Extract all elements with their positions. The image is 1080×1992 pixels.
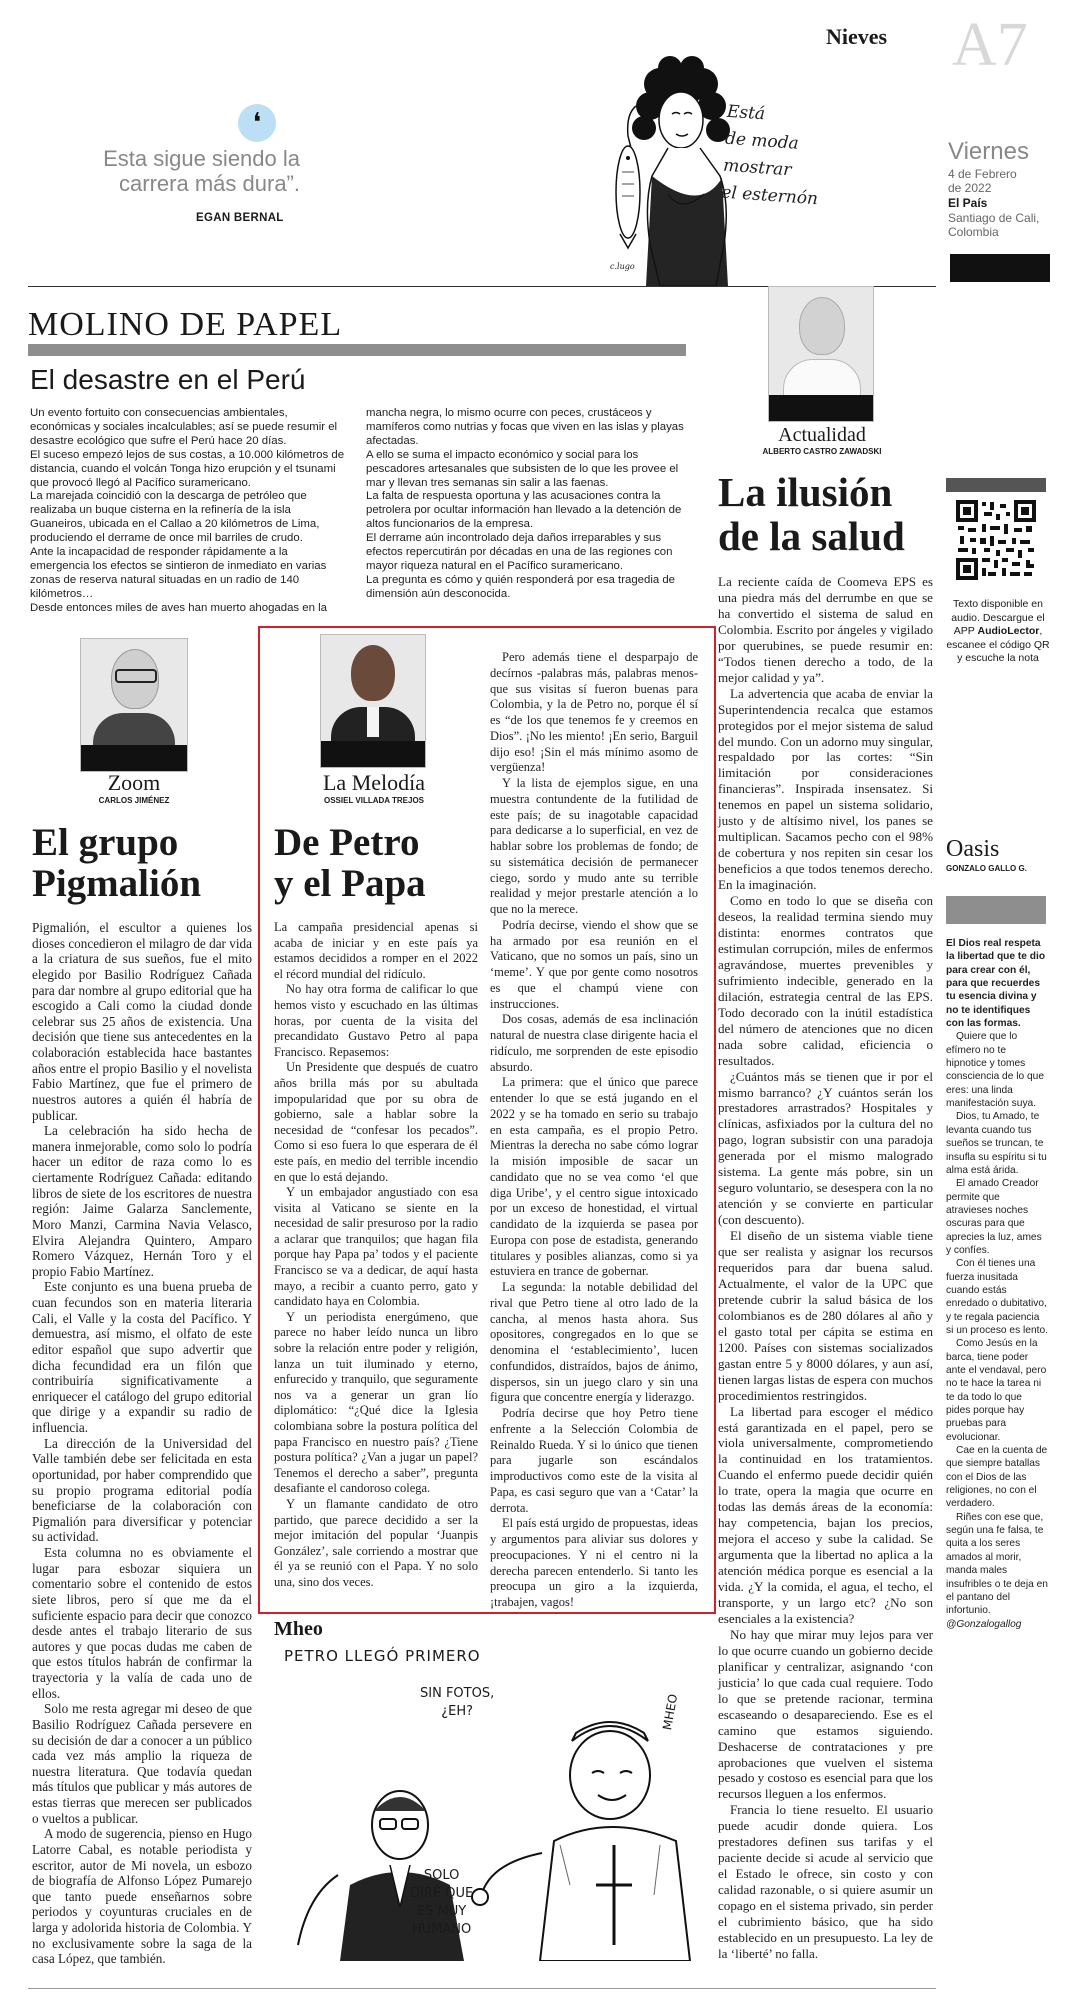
oasis-author: GONZALO GALLO G. <box>946 864 1027 873</box>
photo-caption-bar <box>321 741 425 767</box>
audio-note-pre: Texto disponible en audio. Descargue el APP <box>951 598 1045 637</box>
header-black-box <box>950 254 1050 282</box>
zoom-body <box>32 920 252 1967</box>
melodia-author: OSSIEL VILLADA TREJOS <box>323 796 424 805</box>
melodia-headline: De Petro y el Papa <box>274 821 426 905</box>
oasis-handle[interactable]: @Gonzalogallog <box>946 1618 1022 1630</box>
city: Santiago de Cali, Colombia <box>948 211 1040 239</box>
paragraph: Dios, tu Amado, te levanta cuando tus sueños se truncan, te insufla su espíritu si tu alma está árida. <box>946 1111 1047 1176</box>
weekday: Viernes <box>948 138 1029 165</box>
actualidad-author: ALBERTO CASTRO ZAWADSKI <box>762 447 882 456</box>
top-cartoon <box>540 54 840 286</box>
paragraph: El amado Creador permite que atravieses noches oscuras para que aprecies la luz, ames y confíes. <box>946 1178 1042 1256</box>
mheo-signature: MHEO <box>660 1692 681 1732</box>
paragraph: No hay otra forma de calificar lo que hemos visto y escuchado en las últimas horas, por cuenta de la visita del precandidato Gustavo Petro al papa Francisco. Repasemos: <box>274 982 478 1059</box>
paragraph: Esta columna no es obviamente el lugar para esbozar siquiera un comentario sobre el contenido de estos siete libros, pero sí que me da el suficiente espacio para decir que conozco desde antes el trabajo literario de sus autores y que pocas dudas me caben de que estos títulos habrán de confirmar la trayectoria y la valía de cada uno de ellos. <box>32 1545 252 1701</box>
oasis-column-name: Oasis <box>946 836 1000 862</box>
zoom-column-name: Zoom <box>107 770 161 795</box>
paragraph: Con él tienes una fuerza inusitada cuando estás enredado o dubitativo, y te regala paciencia si un proceso es lento. <box>946 1258 1048 1336</box>
paragraph: La reciente caída de Coomeva EPS es una piedra más del derrumbe en que se ha convertido el sistema de salud en Colombia. Escrito por ángeles y vigilado por querubines, se puede resumir en: “Todos tienen derecho a todo, de la mejor calidad y ya”. <box>718 574 933 685</box>
paragraph: Cae en la cuenta de que siempre batallas con el Dios de las religiones, no con el verdadero. <box>946 1445 1048 1510</box>
quote-text: Esta sigue siendo la carrera más dura”. <box>103 146 300 196</box>
oasis-body <box>946 937 1048 1631</box>
paragraph: Un Presidente que después de cuatro años brilla más por su abultada impopularidad que por su obra de gobierno, sale a hablar sobre la necesidad de “confesar los pecados”. Como si eso fuera lo que esperara de él este país, en medio del terrible incendio en que lo está dejando. <box>274 1060 478 1184</box>
paragraph: La segunda: la notable debilidad del rival que Petro tiene al otro lado de la cancha, al menos hasta ahora. Sus opositores, congregados en lo que se denomina el ‘establecimiento’, lucen confundidos, distraídos, bajos de ánimo, dispersos, sin un juego claro y sin una figura que concentre energía y liderazgo. <box>490 1280 698 1405</box>
actualidad-body <box>718 574 933 1962</box>
sidebar-gray-bar <box>946 478 1046 492</box>
oasis-gray-bar <box>946 896 1046 924</box>
paragraph: Y un embajador angustiado con esa visita al Vaticano se siente en la necesidad de salir presuroso por la radio a aclarar que tranquilos; que hagan fila porque hay Papa pa’ todos y el paciente Francisco se va a dedicar, de aquí hasta mayo, a recibir a cuanto perro, gato y candidato haya en Colombia. <box>274 1185 478 1309</box>
paragraph: Y un flamante candidato de otro partido, que parece decidido a ser la mejor imitación del popular ‘Juanpis González’, sale corriendo a mostrar que él ya se reunió con el Papa. Y no solo una, sino dos veces. <box>274 1496 478 1589</box>
photo-caption-bar <box>769 395 873 421</box>
paragraph: Francia lo tiene resuelto. El usuario puede acudir donde quiera. Los prestadores definen sus tarifas y el paciente decide si acude al servicio que el Estado le ofrece, sin costo y con calidad razonable, o si quiere asumir un copago en el sistema privado, sin perder el cubrimiento básico, que ha sido establecido en un presupuesto. La ley de la ‘liberté’ no falla. <box>718 1802 933 1961</box>
paragraph: Como Jesús en la barca, tiene poder ante el vendaval, pero no te hace la tarea ni te da todo lo que pides porque hay pruebas para evolucionar. <box>946 1338 1047 1443</box>
qr-code[interactable] <box>956 500 1036 580</box>
zoom-headline: El grupo Pigmalión <box>32 821 202 905</box>
page-number: A7 <box>952 11 1028 79</box>
paragraph: La advertencia que acaba de enviar la Superintendencia recalca que estamos protegidos por el mejor sistema de salud del mundo. Con un adorno muy singular, respaldado por las cortes: “Sin limitación por consideraciones financieras”. Inspirada insensatez. Si tenemos en papel un sistema solidario, justo y de altísimo nivel, los panes se multiplican. Sacamos pecho con el 98% de cobertura y nos repiten sin cesar los beneficios a que todos tenemos derecho. En la imaginación. <box>718 685 933 893</box>
paragraph: La falta de respuesta oportuna y las acusaciones contra la petrolera por ocultar información han llevado a la detención de altos funcionarios de la empresa. <box>366 490 682 531</box>
paragraph: Podría decirse que hoy Petro tiene enfrente a la Selección Colombia de Reinaldo Rueda. Y si lo único que tienen para jugarle son escándalos improductivos como este de la visita al Papa, es casi seguro que van a ‘Catar’ la derrota. <box>490 1406 698 1515</box>
actualidad-headline: La ilusión de la salud <box>718 469 905 559</box>
paragraph: La pregunta es cómo y quién responderá por esa tragedia de dimensión aún desconocida. <box>366 573 676 600</box>
audio-note <box>946 598 1050 666</box>
face-illustration <box>351 645 395 701</box>
paragraph: Este conjunto es una buena prueba de cuan fecundos son en materia literaria Cali, el Valle y la costa del Pacífico. Y demuestra, así mismo, el olfato de este editor español que supo advertir que dicha fecundidad era un filón que contribuiría significativamente a enriquecer el catálogo del grupo editorial que dirige y a expandir su radio de influencia. <box>32 1279 252 1435</box>
audio-note-post: , escanee el código QR y escuche la nota <box>946 625 1050 664</box>
paragraph: A ello se suma el impacto económico y social para los pescadores artesanales que subsisten de lo que les provee el mar y llevan tres semanas sin salir a las faenas. <box>366 448 679 489</box>
molino-col1 <box>30 407 345 616</box>
paragraph: Ante la incapacidad de responder rápidamente a la emergencia los efectos se sintieron de inmediato en varias zonas de reserva natural situadas en un radio de 140 kilómetros… <box>30 546 327 600</box>
quote-author: EGAN BERNAL <box>196 212 284 224</box>
audio-app-name: AudioLector <box>977 625 1040 637</box>
paragraph: A modo de sugerencia, pienso en Hugo Latorre Cabal, es notable periodista y escritor, autor de Mi novela, un esbozo de biografía de Alfonso López Pumarejo que tanto puede enseñarnos sobre periodos y coyunturas cruciales en de larga y adolorida historia de Colombia. Y no exclusivamente sobre la saga de la casa López, que también. <box>32 1826 252 1967</box>
molino-col2 <box>366 407 686 602</box>
paragraph: Solo me resta agregar mi deseo de que Basilio Rodríguez Cañada persevere en su decisión de dar a conocer a un público cada vez más amplio la riqueza de nuestra literatura. Que todavía quedan más títulos que publicar y más autores de estas tierras que merecen ser publicados o vueltos a publicar. <box>32 1701 252 1826</box>
paragraph: Pero además tiene el desparpajo de decírnos -palabras más, palabras menos- que sus visitas sí fueron buenas para Colombia, y la de Petro no, porque él sí es “de los que tenemos fe y creemos en Dios”. ¡No les miento! ¡En serio, Barguil dijo eso! ¡Sin el más mínimo asomo de vergüenza! <box>490 650 698 775</box>
paragraph: Y un periodista energúmeno, que parece no haber leído nunca un libro sobre la relación entre poder y religión, lanza un tuit iluminado y eterno, enfurecido y tranquilo, que seguramente nos va a generar un gran lío diplomático: “¿Qué dice la Iglesia colombiana sobre la postura política del papa Francisco en nuestro país? ¿Tiene postura política? ¿Van a jugar un papel? Tenemos el derecho a saber”, pregunta desafiante el candoroso colega. <box>274 1309 478 1496</box>
date: 4 de Febrero de 2022 <box>948 167 1017 195</box>
melodia-column-name: La Melodía <box>322 770 426 795</box>
paragraph: La libertad para escoger el médico está garantizada en el papel, pero se viola universalmente, comprometiendo la continuidad en los tratamientos. Cuando el enfermo puede decidir quién lo trate, opera la magia que ocurre en todas las demás áreas de la economía: hay competencia, bajan los precios, mejora el acceso y sube la calidad. Se argumenta que la libertad no aplica a la atención médica porque es esencial a la vida. ¿Y la comida, el agua, el techo, el transporte, y un largo etc? ¿No son esenciales a la existencia? <box>718 1403 933 1626</box>
molino-headline: El desastre en el Perú <box>30 364 306 395</box>
actualidad-column-name: Actualidad <box>778 424 866 446</box>
paragraph: Y la lista de ejemplos sigue, en una muestra contundente de la futilidad de este país; de su inagotable capacidad para dedicarse a lo superficial, en vez de hablar sobre los problemas de fondo; de su sistemática decisión de permanecer ciego, sordo y mudo ante su terrible realidad y mejor prestarle atención a lo que no la merece. <box>490 776 698 916</box>
melodia-col2 <box>490 650 698 1611</box>
cartoon-caption: Está de moda mostrar el esternón <box>720 101 819 210</box>
paragraph: ¿Cuántos más se tienen que ir por el mismo barranco? ¿Y cuántos serán los prestadores arrastrados? Hospitales y clínicas, asfixiados por la cultura del no pago, logran subsistir con una paradoja generada por el mismo malogrado sistema. La gente más pobre, sin un seguro voluntario, se desespera con la no atención y se convierte en particular (con descuento). <box>718 1068 933 1228</box>
speech-bubble-petro: SOLO DIRÉ QUE ES MUY HUMANO <box>410 1868 474 1937</box>
mheo-caption: PETRO LLEGÓ PRIMERO <box>284 1647 481 1665</box>
zoom-author: CARLOS JIMÉNEZ <box>98 796 170 805</box>
paragraph: mancha negra, lo mismo ocurre con peces, crustáceos y mamíferos como nutrias y focas que viven en las islas y playas afectadas. <box>366 407 684 447</box>
newspaper-name: El País <box>948 196 988 210</box>
paragraph: Podría decirse, viendo el show que se ha armado por esa reunión en el Vaticano, que no somos un país, sino un ‘meme’. Y que por gente como nosotros es que el champú viene con instrucciones. <box>490 917 698 1011</box>
paragraph: La primera: que el único que parece entender lo que se está jugando en el 2022 y se ha tomado en serio su trabajo en esta campaña, es el propio Petro. Mientras la derecha no sabe cómo lograr la misión imposible de sacar un candidato que no se vea como ‘el que diga Uribe’, y el centro sigue intoxicado por un exceso de honestidad, el virtual candidato de la izquierda se pasea por Europa con pose de estadista, generando titulares y posibles alianzas, como si ya estuviera en trance de gobernar. <box>490 1075 698 1279</box>
molino-section-title: MOLINO DE PAPEL <box>28 306 343 343</box>
paragraph: Riñes con ese que, según una fe falsa, te quita a los seres amados al morir, manda males insufribles o te deja en el pantano del infortunio. <box>946 1511 1048 1617</box>
paragraph: Un evento fortuito con consecuencias ambientales, económicas y sociales incalculables; así se puede resumir el desastre ecológico que sufre el Perú hace 20 días. <box>30 407 338 447</box>
paragraph: El diseño de un sistema viable tiene que ser realista y asignar los recursos requeridos para dar buena salud. Actualmente, el valor de la UPC que pretende cubrir la salud básica de los colombianos es de 280 dólares al año y el gasto total per cápita se estima en 1200. Países con sistemas socializados gastan entre 5 y 8000 dólares, y aun así, tienen largas listas de espera con muchos procedimientos restringidos. <box>718 1228 934 1403</box>
author-photo-jimenez <box>80 638 188 772</box>
oasis-lead: El Dios real respeta la libertad que te dio para crear con él, para que recuerdes tu esencia divina y no te identifiques con las formas. <box>946 938 1046 1030</box>
paragraph: No hay que mirar muy lejos para ver lo que ocurre cuando un gobierno decide planificar y centralizar, asignando ‘con justicia’ lo que cada cual requiere. Todo lo que se pretende racionar, termina escaseando o desapareciendo. Ese es el camino que estamos siguiendo. Deshacerse de contrataciones y pre aprobaciones que vuelven el sistema pesado y costoso es esencial para que los recursos lleguen a los enfermos. <box>718 1626 933 1802</box>
paragraph: El suceso empezó lejos de sus costas, a 10.000 kilómetros de distancia, cuando el volcán Tonga hizo erupción y el tsunami que provocó llegó al Pacífico suramericano. <box>30 448 345 489</box>
paragraph: La celebración ha sido hecha de manera inmejorable, como solo lo podría hacer un editor de raza como lo es ciertamente Rodríguez Cañada: editando libros de siete de los escritores de nuestra región: Jaime Galarza Sanclemente, Moro Manzi, Carmina Navia Velasco, Elvira Alejandra Quintero, Amparo Romero Vázquez, Hernán Toro y el propio Fabio Martínez. <box>32 1123 252 1279</box>
paragraph: Quiere que lo efímero no te hipnotice y tomes consciencia de lo que eres: una linda manifestación suya. <box>946 1031 1044 1110</box>
author-photo-villada <box>320 634 426 768</box>
paragraph: La marejada coincidió con la descarga de petróleo que realizaba un buque cisterna en la refinería de la isla Guaneiros, ubicada en el Callao a 20 kilómetros de Lima, produciendo el derrame de once mil barriles de crudo. <box>30 490 320 545</box>
paragraph: La dirección de la Universidad del Valle también debe ser felicitada en esta oportunidad, por haber comprendido que su propio programa editorial podía beneficiarse de la colaboración con Pigmalión para diversificar y potenciar su actividad. <box>32 1435 252 1545</box>
quote-mark-badge <box>238 104 276 142</box>
molino-gray-bar <box>28 344 686 356</box>
author-photo-castro <box>768 286 874 422</box>
paragraph: La campaña presidencial apenas si acaba de iniciar y en este país ya estamos decididos a romper en el 2022 el récord mundial del ridículo. <box>274 920 478 981</box>
mheo-label: Mheo <box>274 1618 323 1640</box>
footer-rule <box>28 1988 936 1989</box>
photo-caption-bar <box>81 745 187 771</box>
speech-bubble-pope: SIN FOTOS, ¿EH? <box>420 1686 495 1719</box>
quote-mark-icon: ❛ <box>252 108 262 138</box>
paragraph: Desde entonces miles de aves han muerto ahogadas en la <box>30 601 327 614</box>
mheo-cartoon <box>280 1645 706 1961</box>
face-illustration <box>799 297 845 355</box>
paragraph: Pigmalión, el escultor a quienes los dioses concedieron el milagro de dar vida a la criatura de sus sueños, fue el mito elegido por Basilio Rodríguez Cañada para dar nombre al grupo editorial que ha escogido a Cali como la ciudad donde celebrar sus 25 años de existencia. Una decisión que tiene sus antecedentes en la colaboración establecida hace bastantes años entre el propio Basilio y el novelista Fabio Martínez, que fue el primero de nuestros autores a quién él habría de publicar. <box>32 920 252 1123</box>
paragraph: El país está urgido de propuestas, ideas y argumentos para aliviar sus dolores y preocupaciones. Y ni el centro ni la derecha parecen entenderlo. Si tanto les preocupa un giro a la izquierda, ¡trabajen, vagos! <box>490 1516 698 1609</box>
paragraph: El derrame aún incontrolado deja daños irreparables y sus efectos repercutirán por décadas en una de las regiones con mayor riqueza natural en el Pacífico suramericano. <box>366 532 673 572</box>
paragraph: Como en todo lo que se diseña con deseos, la realidad termina siendo muy distinta: enormes contratos que estimulan corrupción, miles de enfermos agravándose, muertes prevenibles y sufrimiento indecible, generado en la dilación, estrategia central de las EPS. Todo decorado con la inútil estadística del número de atenciones que no dicen nada sobre calidad, eficiencia o resultados. <box>718 893 933 1068</box>
paragraph: Dos cosas, además de esa inclinación natural de nuestra clase dirigente hacia el ridículo, me sorprenden de este episodio absurdo. <box>490 1012 698 1074</box>
cartoon-signature: c.lugo <box>610 262 635 271</box>
melodia-col1 <box>274 920 478 1591</box>
qr-code-icon <box>956 500 1036 580</box>
section-name: Nieves <box>826 24 888 49</box>
